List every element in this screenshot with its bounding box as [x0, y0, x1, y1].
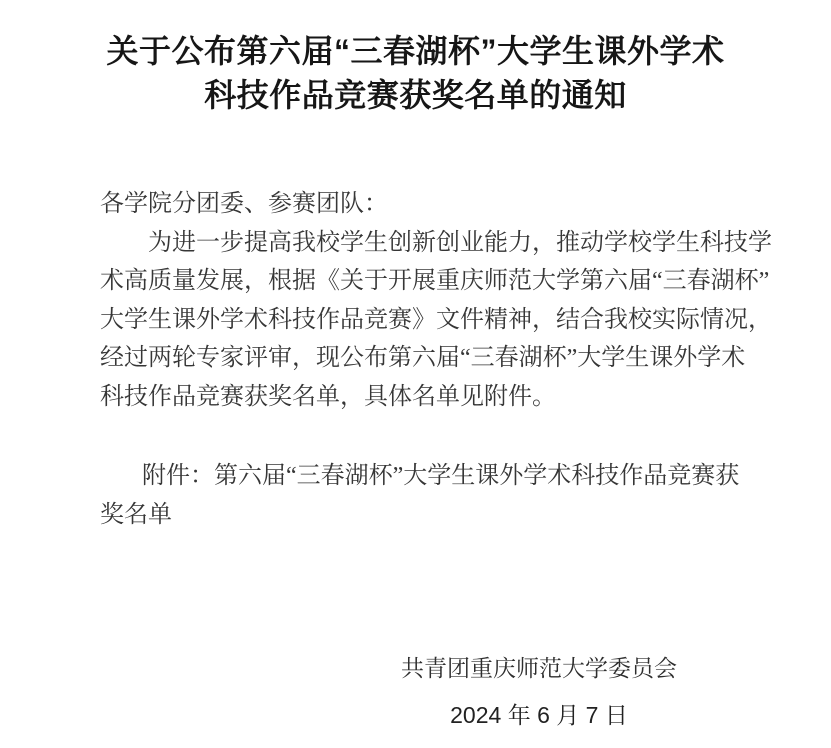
title-line-1: 关于公布第六届“三春湖杯”大学生课外学术 — [106, 33, 725, 69]
paragraph-line: 大学生课外学术科技作品竞赛》文件精神，结合我校实际情况， — [100, 306, 772, 333]
issuing-organization: 共青团重庆师范大学委员会 — [401, 656, 677, 681]
document-title — [0, 0, 831, 117]
salutation: 各学院分团委、参赛团队： — [100, 191, 388, 217]
paragraph-line: 经过两轮专家评审，现公布第六届“三春湖杯”大学生课外学术 — [100, 345, 746, 371]
paragraph-line: 术高质量发展，根据《关于开展重庆师范大学第六届“三春湖杯” — [100, 268, 770, 294]
attachment-note — [100, 457, 776, 534]
signature-block — [399, 646, 679, 738]
main-paragraph — [100, 224, 776, 417]
attachment-line: 奖名单 — [100, 501, 172, 528]
paragraph-line: 为进一步提高我校学生创新创业能力，推动学校学生科技学 — [148, 229, 772, 256]
attachment-line: 附件：第六届“三春湖杯”大学生课外学术科技作品竞赛获 — [142, 463, 740, 489]
title-line-2: 科技作品竞赛获奖名单的通知 — [204, 77, 627, 113]
issue-date: 2024 年 6 月 7 日 — [450, 702, 628, 728]
document-body — [100, 185, 776, 738]
paragraph-line: 科技作品竞赛获奖名单，具体名单见附件。 — [100, 383, 556, 410]
